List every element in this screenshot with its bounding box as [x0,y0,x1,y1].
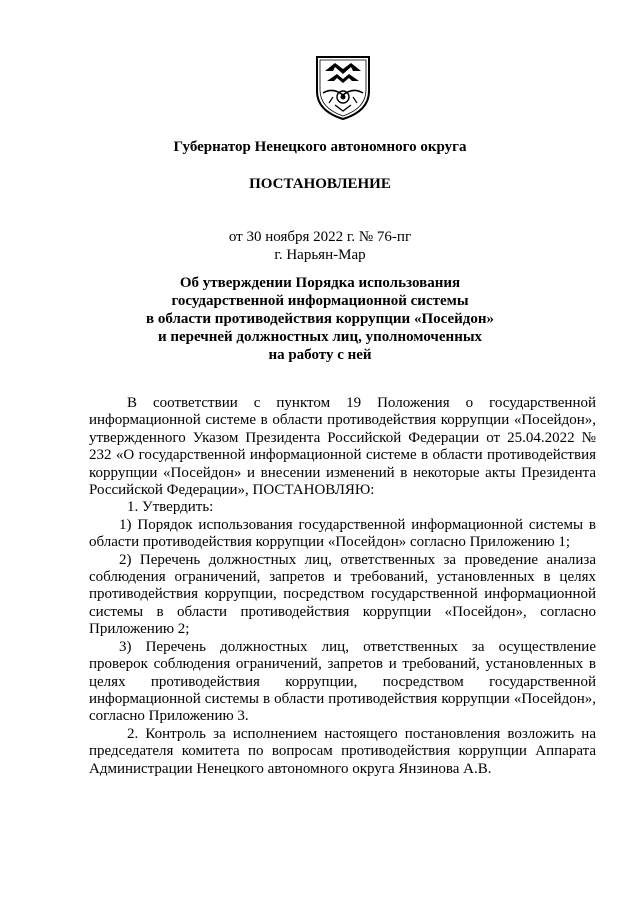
document-type: ПОСТАНОВЛЕНИЕ [249,176,391,192]
resolution-item-2: 2. Контроль за исполнением настоящего постановления возложить на председателя комитета по вопросам противодействия коррупции Аппарата Администрации Ненецкого автономного округа Янзинова А.В. [89,725,596,777]
subitem-3: 3) Перечень должностных лиц, ответственных за осуществление проверок соблюдения ограничений, запретов и требований, установленных в целях противодействия коррупции, посредством государственной информационной системы в области противодействия коррупции «Посейдон», согласно Приложению 3. [89,638,596,725]
document-body [89,395,596,778]
subject-line: в области противодействия коррупции «Посейдон» [146,311,494,327]
date-number-line: от 30 ноября 2022 г. № 76-пг [228,229,412,245]
date-block [0,228,640,264]
subject-line: государственной информационной системы [171,293,469,309]
issuing-authority: Губернатор Ненецкого автономного округа [173,139,467,155]
subitem-2: 2) Перечень должностных лиц, ответственных за проведение анализа соблюдения ограничений, запретов и требований, установленных в целях противодействия коррупции, посредством государственной информационной системы в области противодействия коррупции «Посейдон», согласно Приложению 2; [89,551,596,638]
place-line: г. Нарьян-Мар [274,247,366,263]
subject-line: Об утверждении Порядка использования [179,275,461,291]
subject-line: на работу с ней [268,347,372,363]
nenets-coat-of-arms-icon [313,53,373,121]
preamble-paragraph: В соответствии с пунктом 19 Положения о государственной информационной системе в области противодействия коррупции «Посейдон», утвержденного Указом Президента Российской Федерации от 25.04.2022 № 232 «О государственной информационной системе в области противодействия коррупции «Посейдон» и внесении изменений в некоторые акты Президента Российской Федерации», ПОСТАНОВЛЯЮ: [89,395,596,499]
subitem-1: 1) Порядок использования государственной информационной системы в области противодействия коррупции «Посейдон» согласно Приложению 1; [89,516,596,551]
resolution-item-1: 1. Утвердить: [127,499,214,516]
subject-line: и перечней должностных лиц, уполномоченных [157,329,483,345]
document-subject [0,274,640,364]
